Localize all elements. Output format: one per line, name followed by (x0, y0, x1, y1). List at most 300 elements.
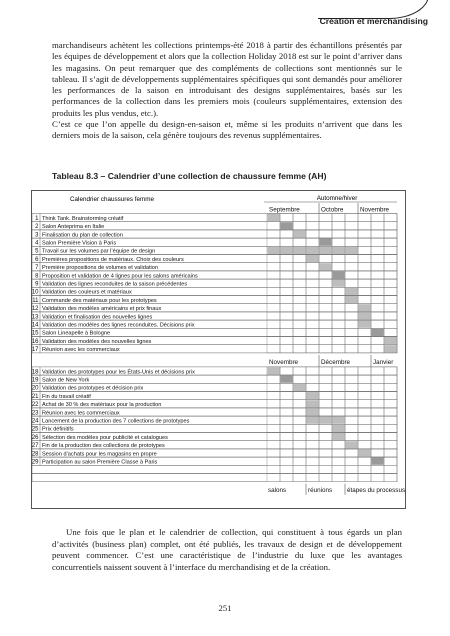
task-label: Validation des modèles des lignes reconduites. Décisions prix (42, 322, 195, 329)
row-number: 19 (32, 377, 39, 384)
task-label: Validation des couleurs et matériaux (42, 289, 132, 296)
task-label: Finalisation du plan de collection (42, 232, 123, 239)
calendar-grid (32, 191, 405, 508)
grid-cell (293, 238, 306, 246)
grid-cell (280, 416, 293, 424)
grid-cell (293, 337, 306, 345)
task-label: Participation au salon Première Classe à Paris (42, 459, 158, 466)
activity-fill (333, 247, 345, 254)
row-number: 29 (32, 459, 39, 466)
grid-cell (306, 287, 319, 295)
grid-cell (345, 320, 358, 328)
month-label: Septembre (269, 206, 300, 214)
activity-fill (333, 271, 345, 278)
grid-cell (293, 214, 306, 222)
grid-cell (345, 465, 358, 473)
grid-cell (371, 320, 384, 328)
grid-cell (345, 255, 358, 263)
row-number: 25 (32, 426, 39, 433)
grid-cell (358, 255, 371, 263)
grid-cell (371, 222, 384, 230)
grid-cell (384, 222, 397, 230)
row-number: 27 (32, 443, 39, 450)
grid-cell (306, 296, 319, 304)
grid-cell (319, 214, 332, 222)
grid-cell (280, 230, 293, 238)
grid-cell (306, 465, 319, 473)
grid-cell (332, 312, 345, 320)
grid-cell (332, 304, 345, 312)
grid-cell (345, 312, 358, 320)
grid-cell (267, 424, 280, 432)
grid-cell (371, 400, 384, 408)
activity-fill (294, 384, 306, 391)
activity-fill (307, 408, 319, 415)
activity-fill (385, 337, 397, 344)
grid-cell (332, 345, 345, 353)
grid-cell (384, 367, 397, 375)
grid-cell (267, 320, 280, 328)
grid-cell (280, 433, 293, 441)
grid-cell (345, 214, 358, 222)
grid-cell (280, 474, 293, 482)
task-label: Lancement de la production des 7 collections de prototypes (42, 418, 190, 425)
activity-fill (359, 449, 371, 456)
grid-cell (306, 238, 319, 246)
grid-cell (332, 320, 345, 328)
activity-fill (307, 417, 319, 424)
grid-cell (267, 287, 280, 295)
grid-cell (280, 263, 293, 271)
grid-cell (306, 474, 319, 482)
grid-cell (332, 392, 345, 400)
grid-cell (293, 400, 306, 408)
grid-cell (384, 312, 397, 320)
row-number: 6 (35, 256, 39, 263)
activity-fill (294, 230, 306, 237)
grid-cell (371, 255, 384, 263)
grid-cell (319, 408, 332, 416)
grid-cell (345, 392, 358, 400)
grid-cell (358, 433, 371, 441)
grid-cell (293, 375, 306, 383)
grid-cell (332, 263, 345, 271)
grid-cell (371, 238, 384, 246)
grid-cell (267, 457, 280, 465)
grid-cell (319, 271, 332, 279)
grid-cell (319, 287, 332, 295)
grid-cell (371, 383, 384, 391)
grid-cell (358, 392, 371, 400)
grid-cell (371, 246, 384, 254)
grid-cell (280, 271, 293, 279)
row-number: 10 (32, 289, 39, 296)
grid-cell (306, 222, 319, 230)
grid-cell (280, 214, 293, 222)
grid-cell (345, 400, 358, 408)
grid-cell (293, 367, 306, 375)
activity-fill (320, 247, 332, 254)
grid-cell (345, 222, 358, 230)
table-header-label: Calendrier chaussures femme (70, 196, 154, 203)
grid-cell (280, 392, 293, 400)
grid-cell (358, 383, 371, 391)
grid-cell (384, 255, 397, 263)
grid-cell (319, 328, 332, 336)
row-number: 2 (35, 224, 39, 231)
row-number: 7 (35, 265, 39, 272)
grid-cell (332, 238, 345, 246)
grid-cell (358, 271, 371, 279)
grid-cell (384, 328, 397, 336)
grid-cell (319, 474, 332, 482)
grid-cell (293, 345, 306, 353)
task-label: Première propositions de volumes et validation (42, 265, 158, 272)
grid-cell (332, 214, 345, 222)
grid-cell (293, 449, 306, 457)
row-number: 16 (32, 338, 39, 345)
grid-cell (280, 457, 293, 465)
grid-cell (319, 400, 332, 408)
grid-cell (280, 383, 293, 391)
grid-cell (306, 304, 319, 312)
grid-cell (267, 465, 280, 473)
grid-cell (384, 238, 397, 246)
grid-cell (293, 320, 306, 328)
row-number: 20 (32, 385, 39, 392)
activity-fill (372, 458, 384, 465)
grid-cell (358, 367, 371, 375)
task-label: Validation des modèles américains et prix finaux (42, 306, 162, 313)
grid-cell (319, 345, 332, 353)
grid-cell (306, 383, 319, 391)
grid-cell (306, 263, 319, 271)
row-number: 14 (32, 322, 39, 329)
row-number: 18 (32, 369, 39, 376)
grid-cell (293, 279, 306, 287)
grid-cell (371, 441, 384, 449)
month-label: Janvier (373, 358, 394, 366)
grid-cell (293, 271, 306, 279)
grid-cell (384, 392, 397, 400)
task-label: Commande des matériaux pour les prototypes (42, 297, 157, 304)
activity-fill (372, 329, 384, 336)
grid-cell (280, 279, 293, 287)
calendar-table (31, 190, 406, 509)
month-label: Décembre (321, 358, 351, 366)
grid-cell (267, 441, 280, 449)
task-label: Prix définitifs (42, 426, 74, 433)
activity-fill (359, 304, 371, 311)
grid-cell (345, 345, 358, 353)
row-number: 4 (35, 240, 39, 247)
grid-cell (371, 416, 384, 424)
grid-cell (306, 457, 319, 465)
task-label: Proposition et validation de 4 lignes pour les salons américains (42, 273, 198, 280)
grid-cell (267, 416, 280, 424)
grid-cell (345, 457, 358, 465)
grid-cell (319, 222, 332, 230)
grid-cell (358, 345, 371, 353)
grid-cell (293, 433, 306, 441)
grid-cell (280, 400, 293, 408)
grid-cell (384, 416, 397, 424)
task-label: Fin du travail créatif (42, 393, 91, 400)
grid-cell (384, 287, 397, 295)
grid-cell (319, 304, 332, 312)
activity-fill (346, 288, 358, 295)
grid-cell (267, 238, 280, 246)
grid-cell (267, 337, 280, 345)
month-label: Octobre (321, 206, 344, 214)
grid-cell (280, 287, 293, 295)
task-label: Validation des prototypes et décision prix (42, 385, 144, 392)
grid-cell (358, 238, 371, 246)
row-number: 26 (32, 434, 39, 441)
grid-cell (267, 474, 280, 482)
task-label: Achat de 30 % des matériaux pour la production (42, 402, 162, 409)
grid-cell (371, 345, 384, 353)
activity-fill (346, 441, 358, 448)
grid-cell (358, 296, 371, 304)
grid-cell (306, 449, 319, 457)
grid-cell (306, 312, 319, 320)
grid-cell (345, 433, 358, 441)
grid-cell (384, 320, 397, 328)
grid-cell (384, 441, 397, 449)
grid-cell (384, 400, 397, 408)
legend-label: réunions (308, 487, 333, 495)
grid-cell (267, 375, 280, 383)
grid-cell (384, 449, 397, 457)
grid-cell (293, 441, 306, 449)
grid-cell (293, 263, 306, 271)
activity-fill (307, 392, 319, 399)
grid-cell (319, 279, 332, 287)
row-number: 13 (32, 314, 39, 321)
grid-cell (267, 449, 280, 457)
grid-cell (345, 416, 358, 424)
grid-cell (332, 474, 345, 482)
grid-cell (358, 263, 371, 271)
activity-fill (268, 247, 280, 254)
grid-cell (267, 312, 280, 320)
grid-cell (280, 296, 293, 304)
grid-cell (345, 271, 358, 279)
legend-label: salons (268, 487, 287, 495)
grid-cell (358, 474, 371, 482)
grid-cell (371, 279, 384, 287)
task-label: Sélection des modèles pour publicité et catalogues (42, 434, 168, 441)
grid-cell (319, 320, 332, 328)
grid-cell (306, 337, 319, 345)
task-label: Fin de la production des collections de prototypes (42, 443, 165, 450)
grid-cell (371, 304, 384, 312)
grid-cell (358, 287, 371, 295)
grid-cell (267, 392, 280, 400)
grid-cell (293, 255, 306, 263)
grid-cell (319, 255, 332, 263)
grid-cell (293, 465, 306, 473)
grid-cell (384, 375, 397, 383)
grid-cell (319, 441, 332, 449)
grid-cell (280, 465, 293, 473)
row-number: 3 (35, 232, 39, 239)
task-label: Validation et finalisation des nouvelles lignes (42, 314, 153, 321)
grid-cell (384, 246, 397, 254)
grid-cell (332, 441, 345, 449)
grid-cell (358, 246, 371, 254)
activity-fill (346, 247, 358, 254)
grid-cell (319, 312, 332, 320)
grid-cell (293, 408, 306, 416)
grid-cell (358, 441, 371, 449)
row-number: 15 (32, 330, 39, 337)
grid-cell (384, 230, 397, 238)
grid-cell (371, 312, 384, 320)
grid-cell (384, 465, 397, 473)
row-number: 24 (32, 418, 39, 425)
grid-cell (293, 416, 306, 424)
grid-cell (293, 287, 306, 295)
activity-fill (320, 239, 332, 246)
activity-fill (268, 367, 280, 374)
grid-cell (332, 230, 345, 238)
activity-fill (333, 425, 345, 432)
grid-cell (345, 449, 358, 457)
grid-cell (358, 424, 371, 432)
grid-cell (345, 474, 358, 482)
grid-cell (345, 337, 358, 345)
grid-cell (371, 271, 384, 279)
grid-cell (293, 304, 306, 312)
grid-cell (267, 328, 280, 336)
grid-cell (319, 230, 332, 238)
grid-cell (267, 279, 280, 287)
task-label: Think Tank. Brainstorming créatif (42, 215, 124, 222)
row-number: 5 (35, 248, 39, 255)
row-number: 21 (32, 393, 39, 400)
grid-cell (306, 328, 319, 336)
task-label: Validation des prototypes pour les États-Unis et décisions prix (42, 369, 195, 376)
grid-cell (384, 304, 397, 312)
grid-cell (306, 230, 319, 238)
grid-cell (384, 408, 397, 416)
grid-cell (267, 408, 280, 416)
grid-cell (319, 375, 332, 383)
grid-cell (384, 383, 397, 391)
task-label: Réunion avec les commerciaux (42, 410, 120, 417)
grid-cell (358, 328, 371, 336)
grid-cell (358, 465, 371, 473)
grid-cell (371, 408, 384, 416)
task-label: Salon Première Vision à Paris (42, 240, 117, 247)
grid-cell (293, 328, 306, 336)
grid-cell (280, 367, 293, 375)
grid-cell (371, 337, 384, 345)
activity-fill (268, 214, 280, 221)
grid-cell (332, 367, 345, 375)
grid-cell (280, 441, 293, 449)
activity-fill (320, 417, 332, 424)
grid-cell (267, 433, 280, 441)
task-label: Salon Lineapelle à Bologne (42, 330, 111, 337)
grid-cell (319, 392, 332, 400)
activity-fill (320, 263, 332, 270)
grid-cell (332, 408, 345, 416)
activity-fill (333, 280, 345, 287)
grid-cell (280, 238, 293, 246)
grid-cell (332, 457, 345, 465)
activity-fill (333, 417, 345, 424)
grid-cell (371, 392, 384, 400)
activity-fill (307, 247, 319, 254)
grid-cell (267, 304, 280, 312)
activity-fill (359, 312, 371, 319)
task-label: Salon de New York (42, 377, 90, 384)
grid-cell (384, 296, 397, 304)
grid-cell (280, 408, 293, 416)
grid-cell (345, 383, 358, 391)
table-title: Tableau 8.3 – Calendrier d’une collection de chaussure femme (AH) (52, 171, 327, 181)
grid-cell (280, 320, 293, 328)
grid-cell (306, 375, 319, 383)
grid-cell (358, 457, 371, 465)
activity-fill (307, 400, 319, 407)
grid-cell (384, 433, 397, 441)
body-text-bottom (52, 527, 402, 573)
row-number: 22 (32, 402, 39, 409)
grid-cell (332, 255, 345, 263)
grid-cell (306, 214, 319, 222)
body-text-top (52, 40, 402, 142)
grid-cell (384, 457, 397, 465)
grid-cell (371, 214, 384, 222)
season-label: Automne/hiver (316, 195, 358, 202)
grid-cell (371, 465, 384, 473)
grid-cell (293, 312, 306, 320)
grid-cell (319, 337, 332, 345)
grid-cell (319, 383, 332, 391)
empty-row (32, 465, 397, 473)
grid-cell (332, 465, 345, 473)
task-label: Validation des modèles des nouvelles lignes (42, 338, 152, 345)
grid-cell (358, 279, 371, 287)
grid-cell (371, 230, 384, 238)
activity-fill (333, 433, 345, 440)
grid-cell (319, 296, 332, 304)
month-label: Novembre (269, 358, 299, 366)
grid-cell (280, 312, 293, 320)
grid-cell (358, 337, 371, 345)
grid-cell (358, 230, 371, 238)
grid-cell (358, 416, 371, 424)
grid-cell (267, 263, 280, 271)
row-number: 9 (35, 281, 39, 288)
paragraph: marchandiseurs achètent les collections printemps-été 2018 à partir des échantillons présentés par les équipes de développement et alors que la collection Holiday 2018 est sur le point d’arriver dans les magasins. On peut remarquer que des compléments de collections sont mentionnés sur le tableau. Il s’agit de développements supplémentaires spécifiques qui sont demandés pour améliorer les performances de la saison en introduisant des designs supplémentaires, basés sur les performances de la collection dans les premiers mois (couleurs supplémentaires, extension des produits les plus vendus, etc.). (52, 40, 402, 118)
grid-cell (293, 474, 306, 482)
grid-cell (345, 238, 358, 246)
grid-cell (345, 424, 358, 432)
grid-cell (332, 375, 345, 383)
grid-cell (371, 375, 384, 383)
grid-cell (280, 449, 293, 457)
grid-cell (306, 441, 319, 449)
grid-cell (306, 320, 319, 328)
grid-cell (280, 328, 293, 336)
grid-cell (358, 222, 371, 230)
grid-cell (267, 271, 280, 279)
